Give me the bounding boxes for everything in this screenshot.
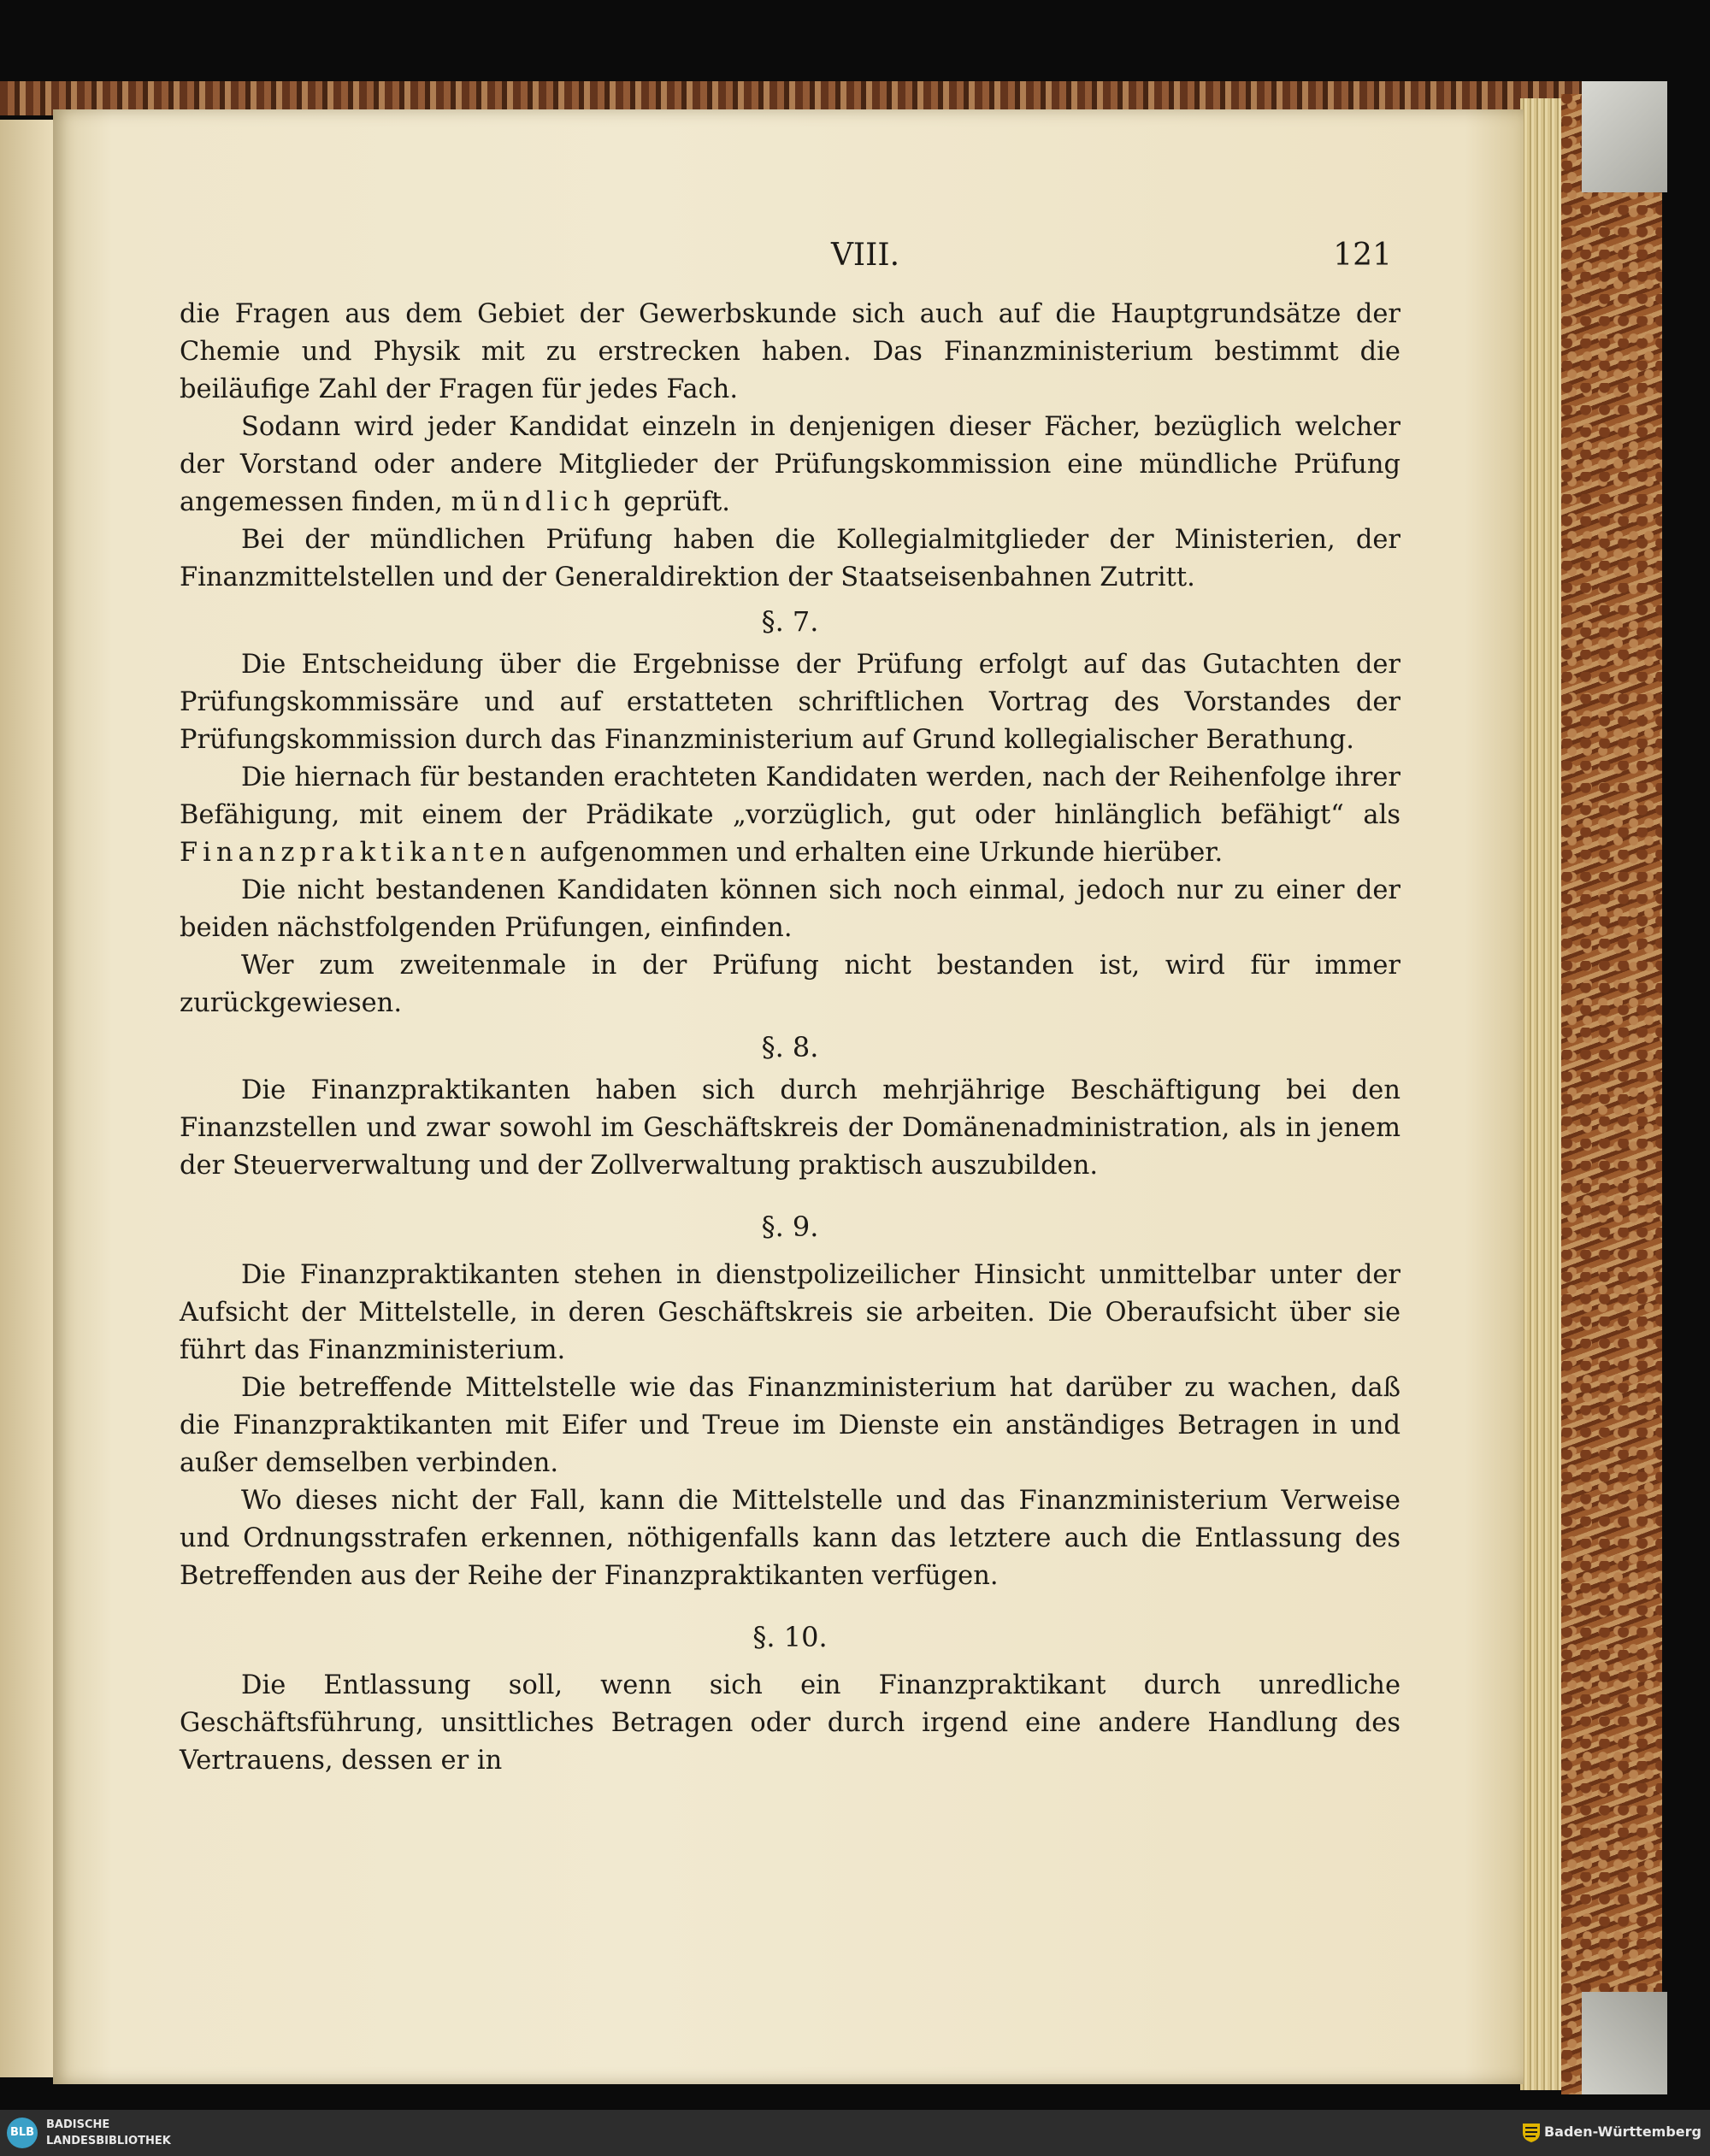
section-heading: §. 7.	[761, 605, 819, 638]
paragraph: Die betreffende Mittelstelle wie das Finanzministerium hat darüber zu wachen, daß die Finanzpraktikanten mit Eifer und Treue im Dienste ein anständiges Betragen in und außer demselben verbinden.	[180, 1373, 1400, 1478]
page-header-section: VIII.	[830, 238, 900, 273]
paragraph	[180, 759, 1400, 872]
book-cover	[1561, 94, 1662, 2094]
viewer-footer	[0, 2110, 1710, 2156]
book-page	[53, 109, 1524, 2084]
paragraph: Die Entscheidung über die Ergebnisse der Prüfung erfolgt auf das Gutachten der Prüfungskommissäre und auf erstatteten schriftlichen Vortrag des Vorstandes der Prüfungskommission durch das Finanzministerium auf Grund kollegialischer Berathung.	[180, 650, 1400, 755]
paragraph: Wer zum zweitenmale in der Prüfung nicht bestanden ist, wird für immer zurückgewiesen.	[180, 951, 1400, 1018]
state-name[interactable]: Baden-Württemberg	[1543, 2124, 1701, 2140]
paragraph: Wo dieses nicht der Fall, kann die Mittelstelle und das Finanzministerium Verweise und Ordnungsstrafen erkennen, nöthigenfalls kann das letztere auch die Entlassung des Betreffenden aus der Reihe der Finanzpraktikanten verfügen.	[180, 1486, 1400, 1591]
paragraph: Die nicht bestandenen Kandidaten können sich noch einmal, jedoch nur zu einer der beiden nächstfolgenden Prüfungen, einfinden.	[180, 875, 1400, 943]
paragraph: Die Entlassung soll, wenn sich ein Finanzpraktikant durch unredliche Geschäftsführung, unsittliches Betragen oder durch irgend eine andere Handlung des Vertrauens, dessen er in	[180, 1670, 1400, 1776]
section-heading: §. 9.	[761, 1211, 819, 1243]
page-body	[180, 296, 1400, 1780]
emphasized-text: mündlich	[451, 487, 616, 517]
library-name[interactable]	[46, 2117, 171, 2149]
section-heading: §. 8.	[761, 1031, 819, 1063]
page-number: 121	[1333, 238, 1392, 273]
paragraph: Die Finanzpraktikanten stehen in dienstpolizeilicher Hinsicht unmittelbar unter der Aufsicht der Mittelstelle, in deren Geschäftskreis sie arbeiten. Die Oberaufsicht über sie führt das Finanzministerium.	[180, 1260, 1400, 1365]
library-name-line2: LANDESBIBLIOTHEK	[46, 2135, 171, 2147]
cover-corner-bottom	[1582, 1992, 1667, 2094]
page-block-edge	[1520, 98, 1563, 2090]
library-name-line1: BADISCHE	[46, 2118, 110, 2131]
paragraph-text: Die hiernach für bestanden erachteten Kandidaten werden, nach der Reihenfolge ihrer Befähigung, mit einem der Prädikate „vorzüglich, gut oder hinlänglich befähigt“ als	[180, 763, 1400, 830]
state-crest-icon	[1520, 2121, 1542, 2143]
paragraph-text: aufgenommen und erhalten eine Urkunde hierüber.	[540, 838, 1224, 868]
paragraph-text: Sodann wird jeder Kandidat einzeln in denjenigen dieser Fächer, bezüglich welcher der Vorstand oder andere Mitglieder der Prüfungskommission eine mündliche Prüfung angemessen finden,	[180, 412, 1400, 517]
paragraph	[180, 409, 1400, 521]
blb-logo[interactable]: BLB	[7, 2118, 38, 2148]
left-page-edge	[0, 120, 53, 2077]
paragraph: Die Finanzpraktikanten haben sich durch mehrjährige Beschäftigung bei den Finanzstellen und zwar sowohl im Geschäftskreis der Domänenadministration, als in jenem der Steuerverwaltung und der Zollverwaltung praktisch auszubilden.	[180, 1075, 1400, 1181]
paragraph: Bei der mündlichen Prüfung haben die Kollegialmitglieder der Ministerien, der Finanzmittelstellen und der Generaldirektion der Staatseisenbahnen Zutritt.	[180, 525, 1400, 592]
emphasized-text: Finanzpraktikanten	[180, 838, 532, 868]
paragraph: die Fragen aus dem Gebiet der Gewerbskunde sich auch auf die Hauptgrundsätze der Chemie und Physik mit zu erstrecken haben. Das Finanzministerium bestimmt die beiläufige Zahl der Fragen für jedes Fach.	[180, 299, 1400, 404]
paragraph-text: geprüft.	[623, 487, 730, 517]
section-heading: §. 10.	[752, 1621, 828, 1653]
cover-corner-top	[1582, 81, 1667, 192]
